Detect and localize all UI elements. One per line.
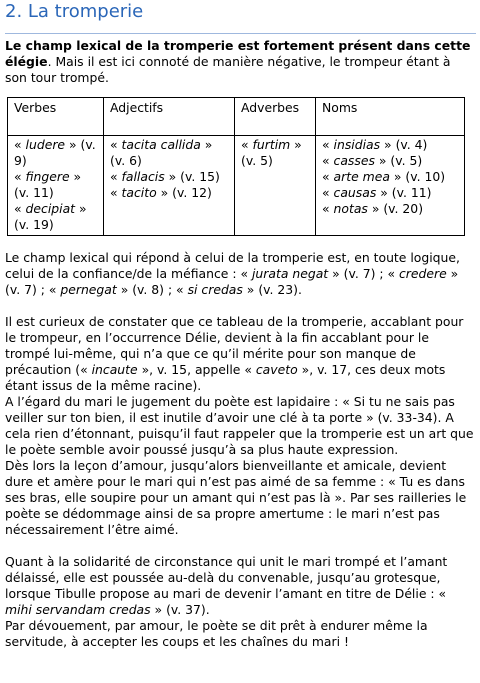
header-noms: Noms (316, 98, 465, 136)
table-entry: « causas » (v. 11) (322, 185, 432, 200)
intro-paragraph (5, 38, 476, 86)
table-entry: « notas » (v. 20) (322, 201, 424, 216)
intro-lead: Le champ lexical de la tromperie est fortement présent dans cette élégie (5, 38, 471, 69)
verse-ref: (v. 12) (172, 185, 212, 200)
paragraph-solidarite: Quant à la solidarité de circonstance qui unit le mari trompé et l’amant délaissé, elle est poussée au-delà du convenable, jusqu’au grotesque, lorsque Tibulle propose au mari de devenir l’amant en titre de Délie : « mihi servandam credas » (v. 37). (5, 554, 448, 617)
verse-ref: (v. 5) (390, 153, 423, 168)
latin-term: notas (333, 201, 368, 216)
header-adverbes: Adverbes (235, 98, 316, 136)
verse-ref: (v. 6) (110, 153, 142, 168)
cell-noms (316, 136, 465, 236)
intro-rest: . Mais il est ici connoté de manière négative, le trompeur étant à son tour trompé. (5, 54, 451, 85)
verse-ref: (v. 10) (405, 169, 446, 184)
paragraph-devouement: Par dévouement, par amour, le poète se dit prêt à endurer même la servitude, à accepter les coups et les chaînes du mari ! (5, 618, 428, 649)
table-entry: « fallacis » (v. 15) (110, 169, 220, 184)
paragraph-confiance: Le champ lexical qui répond à celui de la tromperie est, en toute logique, celui de la confiance/de la méfiance : « jurata negat » (v. 7) ; « credere » (v. 7) ; « pernegat » (v. 8) ; « si credas » (v. 23). (5, 250, 460, 297)
latin-term: causas (333, 185, 377, 200)
verse-ref: (v. 19) (14, 217, 54, 232)
latin-term: fallacis (121, 169, 165, 184)
paragraph-lecon: Dès lors la leçon d’amour, jusqu’alors bienveillante et amicale, devient dure et amère pour le mari qui n’est pas aimé de sa femme : « Tu es dans ses bras, elle soupire pour un amant qui n’est pas là ». Par ses railleries le poète se dédommage ainsi de sa propre amertume : le mari n’est pas nécessairement l’être aimé. (5, 458, 467, 537)
latin-term: insidias (333, 137, 381, 152)
table-entry: « furtim » (v. 5) (241, 137, 302, 168)
table-entry: « arte mea » (v. 10) (322, 169, 446, 184)
latin-term: tacito (121, 185, 157, 200)
header-adjectifs: Adjectifs (104, 98, 235, 136)
table-entry: « casses » (v. 5) (322, 153, 423, 168)
verse-ref: (v. 5) (241, 153, 273, 168)
table-entry: « tacita callida » (v. 6) (110, 137, 213, 168)
latin-term: fingere (25, 169, 70, 184)
table-entry: « fingere » (v. 11) (14, 169, 82, 200)
verse-ref: (v. 4) (395, 137, 428, 152)
section-heading: 2. La tromperie (5, 0, 476, 34)
table-entry: « tacito » (v. 12) (110, 185, 212, 200)
header-verbes: Verbes (8, 98, 104, 136)
verse-ref: (v. 11) (14, 185, 54, 200)
paragraph-mari: A l’égard du mari le jugement du poète est lapidaire : « Si tu ne sais pas veiller sur ton bien, il est inutile d’avoir une clé à ta porte » (v. 33-34). A cela rien d’étonnant, puisqu’il faut rappeler que la tromperie est un art que le poète semble avoir poussé jusqu’à sa plus haute expression. (5, 394, 474, 457)
latin-term: casses (333, 153, 375, 168)
latin-term: furtim (252, 137, 291, 152)
vocabulary-table (7, 97, 465, 236)
table-entry: « ludere » (v. 9) (14, 137, 96, 168)
latin-term: ludere (25, 137, 66, 152)
latin-term: tacita callida (121, 137, 201, 152)
verse-ref: (v. 11) (391, 185, 432, 200)
table-entry: « decipiat » (v. 19) (14, 201, 87, 232)
table-row (8, 136, 465, 236)
verse-ref: (v. 20) (383, 201, 424, 216)
latin-term: arte mea (333, 169, 390, 184)
cell-adjectifs (104, 136, 235, 236)
table-entry: « insidias » (v. 4) (322, 137, 428, 152)
verse-ref: (v. 15) (180, 169, 220, 184)
table-header-row (8, 98, 465, 136)
cell-verbes (8, 136, 104, 236)
paragraph-tableau: Il est curieux de constater que ce tableau de la tromperie, accablant pour le trompeur, en l’occurrence Délie, devient à la fin accablant pour le trompé lui-même, qui n’a que ce qu’il mérite pour son manque de précaution (« incaute », v. 15, appelle « caveto », v. 17, ces deux mots étant issus de la même racine). (5, 314, 464, 393)
verse-ref: (v. 9) (14, 137, 96, 168)
latin-term: decipiat (25, 201, 76, 216)
cell-adverbes (235, 136, 316, 236)
